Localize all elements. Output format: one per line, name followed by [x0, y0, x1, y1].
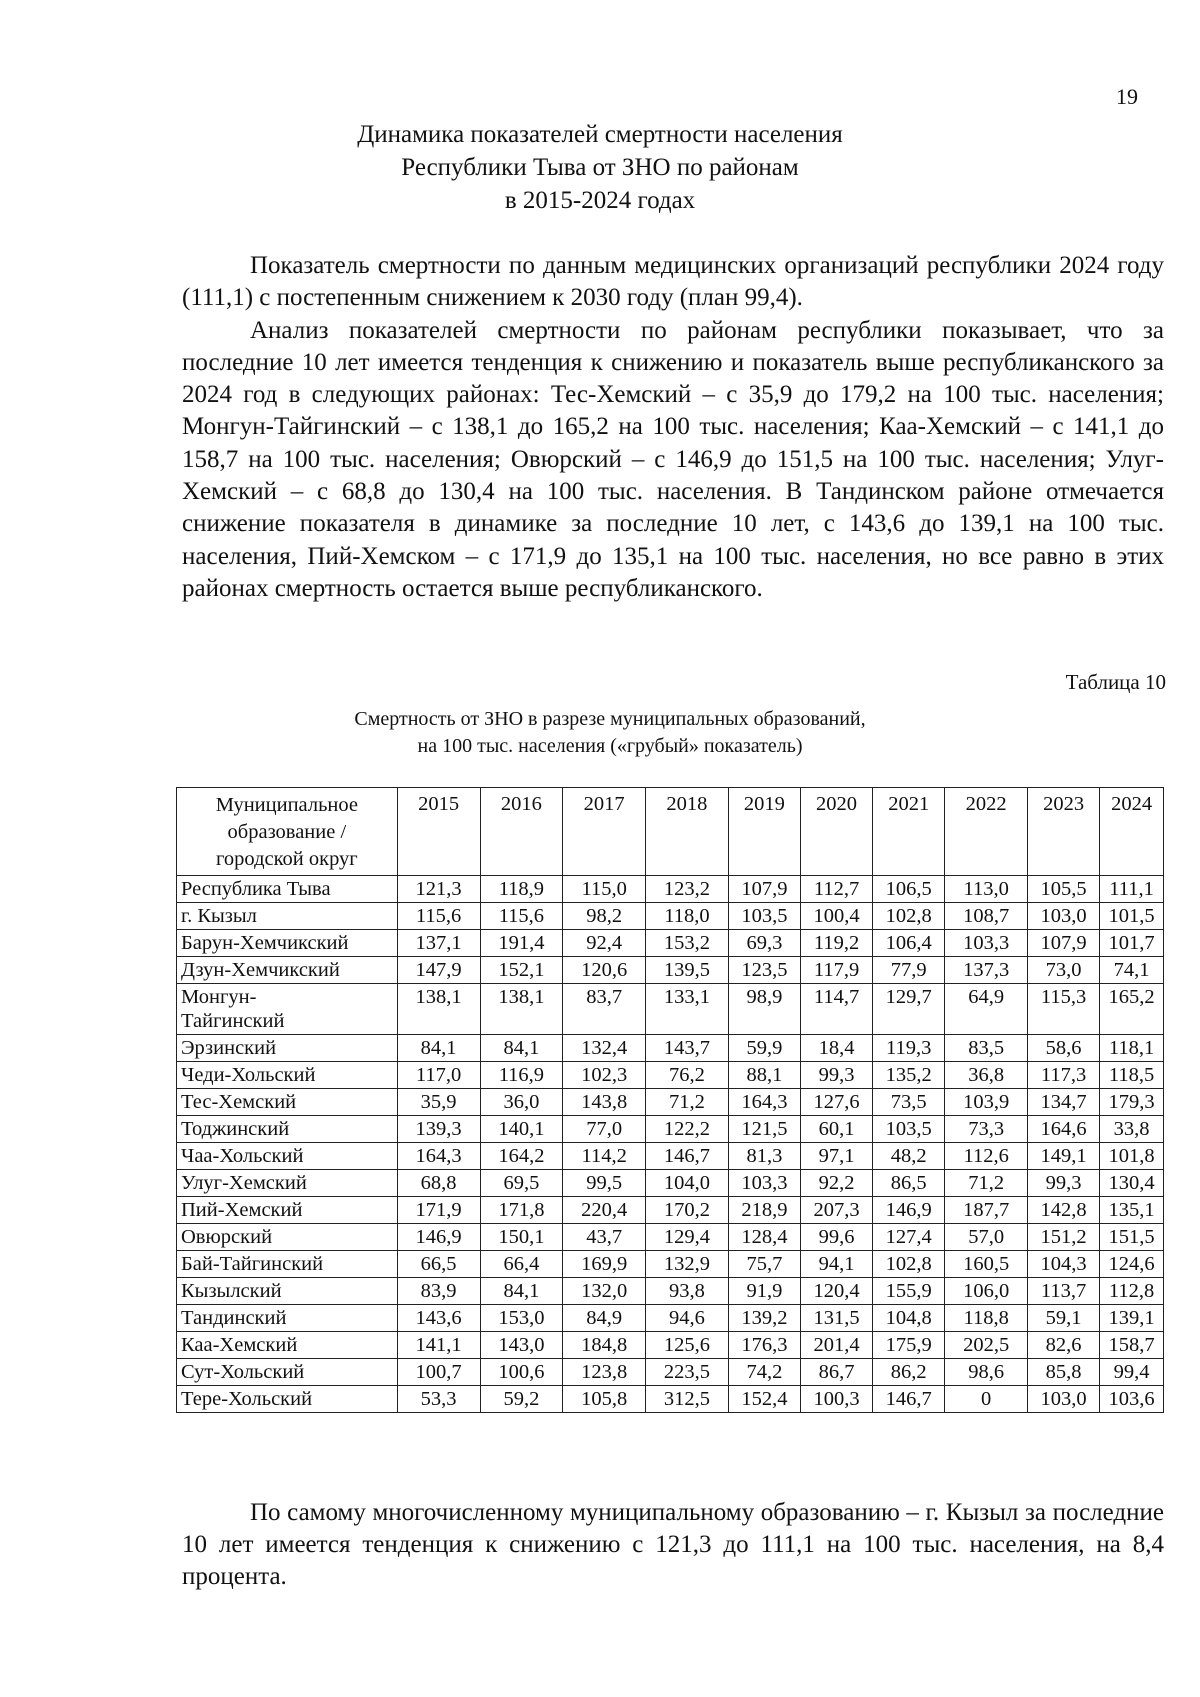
table-cell-value: 86,5	[873, 1170, 945, 1197]
table-row	[177, 1116, 1164, 1143]
table-cell-value: 83,7	[563, 984, 646, 1035]
table-cell-value: 118,8	[945, 1305, 1028, 1332]
table-cell-value: 103,5	[873, 1116, 945, 1143]
header-line: городской округ	[216, 848, 358, 870]
table-cell-value: 106,5	[873, 876, 945, 903]
table-cell-value: 98,6	[945, 1359, 1028, 1386]
table-cell-value: 114,2	[563, 1143, 646, 1170]
table-cell-value: 160,5	[945, 1251, 1028, 1278]
table-cell-value: 66,5	[397, 1251, 480, 1278]
table-cell-value: 98,2	[563, 903, 646, 930]
table-cell-value: 43,7	[563, 1224, 646, 1251]
table-cell-value: 18,4	[800, 1035, 872, 1062]
table-cell-value: 57,0	[945, 1224, 1028, 1251]
paragraph: По самому многочисленному муниципальному образованию – г. Кызыл за последние 10 лет имеется тенденция к снижению с 121,3 до 111,1 на 100 тыс. населения, на 8,4 процента.	[182, 1499, 1164, 1590]
table-cell-value: 122,2	[646, 1116, 729, 1143]
column-header-year: 2022	[945, 788, 1028, 876]
table-cell-value: 68,8	[397, 1170, 480, 1197]
table-cell-value: 121,3	[397, 876, 480, 903]
table-cell-value: 73,0	[1028, 957, 1100, 984]
table-cell-value: 124,6	[1100, 1251, 1164, 1278]
table-cell-value: 94,6	[646, 1305, 729, 1332]
table-cell-value: 93,8	[646, 1278, 729, 1305]
table-cell-value: 107,9	[728, 876, 800, 903]
paragraph: Показатель смертности по данным медицинских организаций республики 2024 году (111,1) с постепенным снижением к 2030 году (план 99,4).	[182, 252, 1164, 312]
table-cell-value: 104,8	[873, 1305, 945, 1332]
row-municipality-name: г. Кызыл	[177, 903, 398, 930]
table-row	[177, 1089, 1164, 1116]
table-row	[177, 1278, 1164, 1305]
table-cell-value: 59,9	[728, 1035, 800, 1062]
row-municipality-name: Дзун-Хемчикский	[177, 957, 398, 984]
table-cell-value: 143,8	[563, 1089, 646, 1116]
table-cell-value: 117,0	[397, 1062, 480, 1089]
table-cell-value: 146,9	[873, 1197, 945, 1224]
table-cell-value: 101,8	[1100, 1143, 1164, 1170]
table-cell-value: 59,1	[1028, 1305, 1100, 1332]
table-cell-value: 66,4	[480, 1251, 563, 1278]
table-cell-value: 132,9	[646, 1251, 729, 1278]
row-municipality-name: Республика Тыва	[177, 876, 398, 903]
table-cell-value: 132,4	[563, 1035, 646, 1062]
column-header-year: 2020	[800, 788, 872, 876]
table-cell-value: 184,8	[563, 1332, 646, 1359]
table-cell-value: 115,0	[563, 876, 646, 903]
table-cell-value: 164,3	[728, 1089, 800, 1116]
table-cell-value: 83,9	[397, 1278, 480, 1305]
table-cell-value: 106,0	[945, 1278, 1028, 1305]
table-cell-value: 123,2	[646, 876, 729, 903]
table-cell-value: 134,7	[1028, 1089, 1100, 1116]
table-cell-value: 141,1	[397, 1332, 480, 1359]
table-cell-value: 60,1	[800, 1116, 872, 1143]
table-cell-value: 74,2	[728, 1359, 800, 1386]
table-cell-value: 103,0	[1028, 903, 1100, 930]
table-header-row	[177, 788, 1164, 876]
table-cell-value: 117,9	[800, 957, 872, 984]
table-cell-value: 36,0	[480, 1089, 563, 1116]
paragraph: Анализ показателей смертности по районам республики показывает, что за последние 10 лет имеется тенденция к снижению и показатель выше республиканского за 2024 год в следующих районах: Тес-Хемский – с 35,9 до 179,2 на 100 тыс. населения; Монгун-Тайгинский – с 138,1 до 165,2 на 100 тыс. населения; Каа-Хемский – с 141,1 до 158,7 на 100 тыс. населения; Овюрский – с 146,9 до 151,5 на 100 тыс. населения; Улуг-Хемский – с 68,8 до 130,4 на 100 тыс. населения. В Тандинском районе отмечается снижение показателя в динамике за последние 10 лет, с 143,6 до 139,1 на 100 тыс. населения, Пий-Хемском – с 171,9 до 135,1 на 100 тыс. населения, но все равно в этих районах смертность остается выше республиканского.	[182, 316, 1164, 602]
row-municipality-name: Каа-Хемский	[177, 1332, 398, 1359]
table-cell-value: 84,1	[480, 1278, 563, 1305]
table-row	[177, 1224, 1164, 1251]
table-cell-value: 152,4	[728, 1386, 800, 1413]
table-cell-value: 129,7	[873, 984, 945, 1035]
table-cell-value: 179,3	[1100, 1089, 1164, 1116]
table-cell-value: 77,9	[873, 957, 945, 984]
table-cell-value: 88,1	[728, 1062, 800, 1089]
table-cell-value: 97,1	[800, 1143, 872, 1170]
table-cell-value: 128,4	[728, 1224, 800, 1251]
table-cell-value: 100,7	[397, 1359, 480, 1386]
table-cell-value: 169,9	[563, 1251, 646, 1278]
table-cell-value: 99,4	[1100, 1359, 1164, 1386]
table-cell-value: 114,7	[800, 984, 872, 1035]
table-cell-value: 139,5	[646, 957, 729, 984]
table-row	[177, 984, 1164, 1035]
table-cell-value: 130,4	[1100, 1170, 1164, 1197]
table-cell-value: 81,3	[728, 1143, 800, 1170]
table-cell-value: 69,5	[480, 1170, 563, 1197]
table-cell-value: 53,3	[397, 1386, 480, 1413]
table-row	[177, 1197, 1164, 1224]
table-row	[177, 1359, 1164, 1386]
table-cell-value: 111,1	[1100, 876, 1164, 903]
table-cell-value: 135,2	[873, 1062, 945, 1089]
table-cell-value: 101,5	[1100, 903, 1164, 930]
row-municipality-name: Чаа-Хольский	[177, 1143, 398, 1170]
column-header-year: 2015	[397, 788, 480, 876]
table-cell-value: 171,9	[397, 1197, 480, 1224]
table-cell-value: 146,7	[873, 1386, 945, 1413]
table-cell-value: 91,9	[728, 1278, 800, 1305]
table-cell-value: 132,0	[563, 1278, 646, 1305]
header-line: образование /	[227, 821, 347, 843]
table-cell-value: 112,8	[1100, 1278, 1164, 1305]
table-row	[177, 1386, 1164, 1413]
table-cell-value: 48,2	[873, 1143, 945, 1170]
table-row	[177, 930, 1164, 957]
table-cell-value: 149,1	[1028, 1143, 1100, 1170]
table-cell-value: 82,6	[1028, 1332, 1100, 1359]
table-cell-value: 104,3	[1028, 1251, 1100, 1278]
table-row	[177, 1143, 1164, 1170]
table-cell-value: 118,5	[1100, 1062, 1164, 1089]
table-cell-value: 103,3	[945, 930, 1028, 957]
mortality-table	[176, 787, 1164, 1413]
table-cell-value: 99,3	[800, 1062, 872, 1089]
table-cell-value: 101,7	[1100, 930, 1164, 957]
table-cell-value: 104,0	[646, 1170, 729, 1197]
row-municipality-name: Монгун- Тайгинский	[177, 984, 398, 1035]
table-cell-value: 0	[945, 1386, 1028, 1413]
table-cell-value: 129,4	[646, 1224, 729, 1251]
table-row	[177, 876, 1164, 903]
table-cell-value: 113,7	[1028, 1278, 1100, 1305]
table-cell-value: 153,0	[480, 1305, 563, 1332]
table-cell-value: 164,2	[480, 1143, 563, 1170]
table-cell-value: 112,6	[945, 1143, 1028, 1170]
row-municipality-name: Эрзинский	[177, 1035, 398, 1062]
table-cell-value: 116,9	[480, 1062, 563, 1089]
column-header-year: 2016	[480, 788, 563, 876]
table-cell-value: 125,6	[646, 1332, 729, 1359]
table-cell-value: 100,6	[480, 1359, 563, 1386]
table-cell-value: 135,1	[1100, 1197, 1164, 1224]
table-cell-value: 99,3	[1028, 1170, 1100, 1197]
intro-text	[182, 250, 1164, 605]
table-cell-value: 83,5	[945, 1035, 1028, 1062]
table-cell-value: 120,4	[800, 1278, 872, 1305]
table-cell-value: 75,7	[728, 1251, 800, 1278]
row-municipality-name: Улуг-Хемский	[177, 1170, 398, 1197]
column-header-year: 2023	[1028, 788, 1100, 876]
column-header-municipality	[177, 788, 398, 876]
table-cell-value: 143,7	[646, 1035, 729, 1062]
column-header-year: 2021	[873, 788, 945, 876]
table-cell-value: 71,2	[646, 1089, 729, 1116]
table-cell-value: 115,6	[480, 903, 563, 930]
table-cell-value: 103,3	[728, 1170, 800, 1197]
table-cell-value: 158,7	[1100, 1332, 1164, 1359]
table-cell-value: 151,5	[1100, 1224, 1164, 1251]
title-line: Республики Тыва от ЗНО по районам	[401, 154, 799, 181]
table-cell-value: 138,1	[480, 984, 563, 1035]
table-cell-value: 84,1	[397, 1035, 480, 1062]
table-cell-value: 117,3	[1028, 1062, 1100, 1089]
table-cell-value: 176,3	[728, 1332, 800, 1359]
table-cell-value: 118,0	[646, 903, 729, 930]
table-cell-value: 164,3	[397, 1143, 480, 1170]
table-cell-value: 118,9	[480, 876, 563, 903]
table-cell-value: 103,6	[1100, 1386, 1164, 1413]
table-cell-value: 121,5	[728, 1116, 800, 1143]
table-row	[177, 903, 1164, 930]
table-cell-value: 123,5	[728, 957, 800, 984]
table-cell-value: 84,1	[480, 1035, 563, 1062]
table-cell-value: 106,4	[873, 930, 945, 957]
table-cell-value: 86,7	[800, 1359, 872, 1386]
table-row	[177, 1062, 1164, 1089]
table-cell-value: 146,7	[646, 1143, 729, 1170]
table-cell-value: 127,4	[873, 1224, 945, 1251]
table-cell-value: 71,2	[945, 1170, 1028, 1197]
table-cell-value: 220,4	[563, 1197, 646, 1224]
table-cell-value: 165,2	[1100, 984, 1164, 1035]
table-row	[177, 1332, 1164, 1359]
table-cell-value: 76,2	[646, 1062, 729, 1089]
table-cell-value: 207,3	[800, 1197, 872, 1224]
caption-line: Смертность от ЗНО в разрезе муниципальных образований,	[354, 708, 866, 730]
table-cell-value: 100,3	[800, 1386, 872, 1413]
table-cell-value: 151,2	[1028, 1224, 1100, 1251]
table-cell-value: 102,8	[873, 903, 945, 930]
column-header-year: 2017	[563, 788, 646, 876]
table-cell-value: 187,7	[945, 1197, 1028, 1224]
row-municipality-name: Тандинский	[177, 1305, 398, 1332]
page-number: 19	[1116, 84, 1138, 109]
table-cell-value: 170,2	[646, 1197, 729, 1224]
table-cell-value: 146,9	[397, 1224, 480, 1251]
table-row	[177, 1305, 1164, 1332]
table-cell-value: 143,0	[480, 1332, 563, 1359]
table-cell-value: 98,9	[728, 984, 800, 1035]
table-cell-value: 140,1	[480, 1116, 563, 1143]
table-cell-value: 105,8	[563, 1386, 646, 1413]
table-cell-value: 152,1	[480, 957, 563, 984]
table-cell-value: 312,5	[646, 1386, 729, 1413]
table-cell-value: 33,8	[1100, 1116, 1164, 1143]
table-cell-value: 86,2	[873, 1359, 945, 1386]
table-cell-value: 171,8	[480, 1197, 563, 1224]
table-cell-value: 103,0	[1028, 1386, 1100, 1413]
table-cell-value: 85,8	[1028, 1359, 1100, 1386]
table-cell-value: 99,5	[563, 1170, 646, 1197]
table-cell-value: 137,3	[945, 957, 1028, 984]
table-cell-value: 223,5	[646, 1359, 729, 1386]
header-line: Муниципальное	[215, 794, 358, 816]
table-cell-value: 164,6	[1028, 1116, 1100, 1143]
table-cell-value: 139,3	[397, 1116, 480, 1143]
table-cell-value: 137,1	[397, 930, 480, 957]
table-label: Таблица 10	[1065, 670, 1166, 694]
table-cell-value: 36,8	[945, 1062, 1028, 1089]
table-cell-value: 153,2	[646, 930, 729, 957]
table-cell-value: 92,2	[800, 1170, 872, 1197]
table-cell-value: 77,0	[563, 1116, 646, 1143]
table-row	[177, 1035, 1164, 1062]
table-row	[177, 1170, 1164, 1197]
table-cell-value: 64,9	[945, 984, 1028, 1035]
table-cell-value: 100,4	[800, 903, 872, 930]
table-cell-value: 119,2	[800, 930, 872, 957]
table-cell-value: 74,1	[1100, 957, 1164, 984]
row-municipality-name: Барун-Хемчикский	[177, 930, 398, 957]
row-municipality-name: Сут-Хольский	[177, 1359, 398, 1386]
page-title	[0, 118, 1200, 217]
table-cell-value: 138,1	[397, 984, 480, 1035]
row-municipality-name: Бай-Тайгинский	[177, 1251, 398, 1278]
table-cell-value: 150,1	[480, 1224, 563, 1251]
row-municipality-name: Тес-Хемский	[177, 1089, 398, 1116]
row-municipality-name: Чеди-Хольский	[177, 1062, 398, 1089]
title-line: в 2015-2024 годах	[504, 187, 696, 214]
table-cell-value: 147,9	[397, 957, 480, 984]
table-cell-value: 84,9	[563, 1305, 646, 1332]
table-cell-value: 123,8	[563, 1359, 646, 1386]
table-cell-value: 107,9	[1028, 930, 1100, 957]
table-cell-value: 119,3	[873, 1035, 945, 1062]
table-cell-value: 143,6	[397, 1305, 480, 1332]
table-cell-value: 108,7	[945, 903, 1028, 930]
table-cell-value: 69,3	[728, 930, 800, 957]
row-municipality-name: Пий-Хемский	[177, 1197, 398, 1224]
column-header-year: 2024	[1100, 788, 1164, 876]
table-cell-value: 99,6	[800, 1224, 872, 1251]
table-cell-value: 139,1	[1100, 1305, 1164, 1332]
table-cell-value: 102,3	[563, 1062, 646, 1089]
table-cell-value: 191,4	[480, 930, 563, 957]
caption-line: на 100 тыс. населения («грубый» показатель)	[417, 735, 803, 757]
table-cell-value: 142,8	[1028, 1197, 1100, 1224]
table-cell-value: 139,2	[728, 1305, 800, 1332]
table-cell-value: 103,9	[945, 1089, 1028, 1116]
table-cell-value: 105,5	[1028, 876, 1100, 903]
table-cell-value: 115,6	[397, 903, 480, 930]
table-cell-value: 35,9	[397, 1089, 480, 1116]
table-cell-value: 155,9	[873, 1278, 945, 1305]
row-municipality-name: Тере-Хольский	[177, 1386, 398, 1413]
table-cell-value: 131,5	[800, 1305, 872, 1332]
table-cell-value: 103,5	[728, 903, 800, 930]
table-cell-value: 92,4	[563, 930, 646, 957]
table-cell-value: 58,6	[1028, 1035, 1100, 1062]
table-cell-value: 202,5	[945, 1332, 1028, 1359]
table-cell-value: 73,3	[945, 1116, 1028, 1143]
table-cell-value: 59,2	[480, 1386, 563, 1413]
table-cell-value: 115,3	[1028, 984, 1100, 1035]
table-caption	[0, 706, 1200, 760]
table-body	[177, 876, 1164, 1413]
table-cell-value: 118,1	[1100, 1035, 1164, 1062]
row-municipality-name: Кызылский	[177, 1278, 398, 1305]
table-row	[177, 957, 1164, 984]
column-header-year: 2019	[728, 788, 800, 876]
table-cell-value: 218,9	[728, 1197, 800, 1224]
closing-text	[182, 1497, 1164, 1593]
table-cell-value: 127,6	[800, 1089, 872, 1116]
table-cell-value: 120,6	[563, 957, 646, 984]
table-cell-value: 201,4	[800, 1332, 872, 1359]
table-cell-value: 112,7	[800, 876, 872, 903]
table-cell-value: 133,1	[646, 984, 729, 1035]
table-cell-value: 102,8	[873, 1251, 945, 1278]
table-cell-value: 94,1	[800, 1251, 872, 1278]
title-line: Динамика показателей смертности населения	[357, 121, 843, 148]
table-cell-value: 73,5	[873, 1089, 945, 1116]
table-row	[177, 1251, 1164, 1278]
row-municipality-name: Овюрский	[177, 1224, 398, 1251]
table-cell-value: 113,0	[945, 876, 1028, 903]
table-cell-value: 175,9	[873, 1332, 945, 1359]
row-municipality-name: Тоджинский	[177, 1116, 398, 1143]
column-header-year: 2018	[646, 788, 729, 876]
